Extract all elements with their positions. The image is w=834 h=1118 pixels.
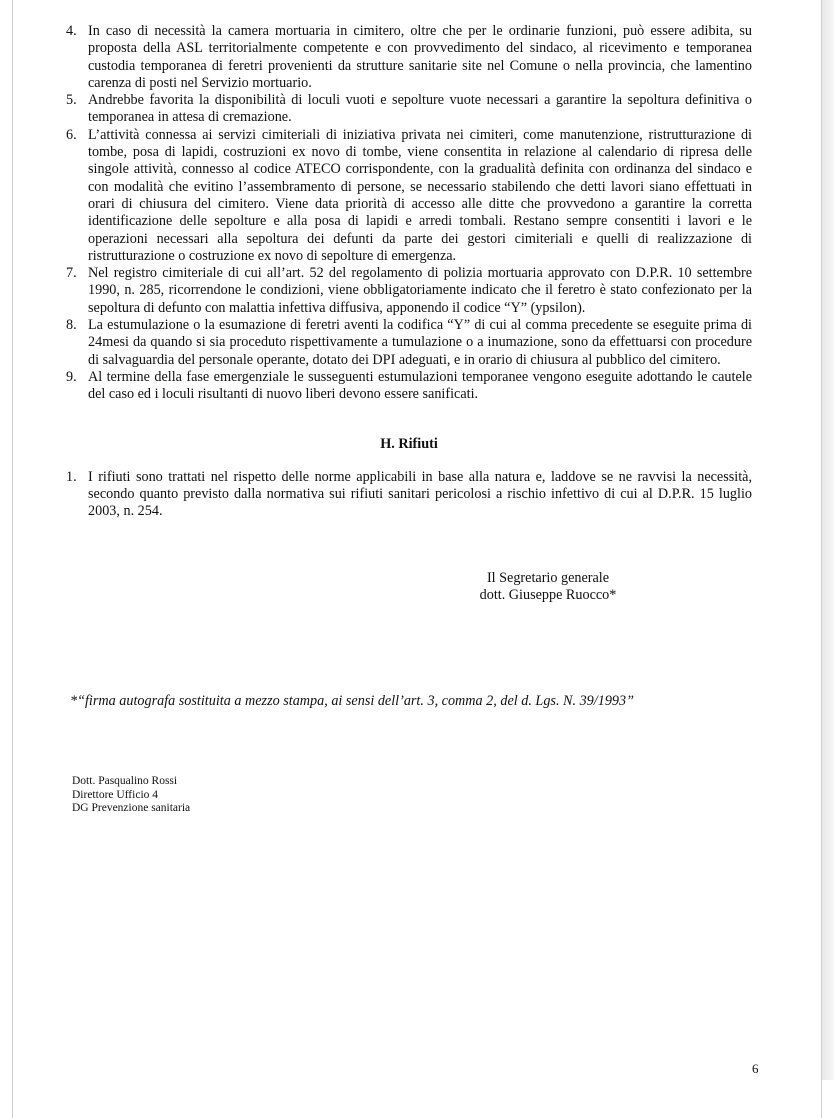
page-number: 6 [752, 1061, 759, 1076]
signatory-name: dott. Giuseppe Ruocco* [479, 587, 617, 604]
signatory-role: Il Segretario generale [486, 570, 610, 586]
section-g-list [66, 23, 752, 404]
item-text: L’attività connessa ai servizi cimiteriali di iniziativa privata nei cimiteri, come manutenzione, ristrutturazione di tombe, posa di lapidi, costruzioni ex novo di tombe, viene consentita in relazione al calendario di ripresa delle singole attività, connesso al codice ATECO corrispondente, con la gradualità definita con ordinanza del sindaco e con modalità che evitino l’assembramento di persone, se necessario stabilendo che detti lavori siano effettuati in orari di chiusura del cimitero. Viene data priorità di accesso alle ditte che provvedono a garantire la corretta identificazione delle sepolture e alla posa di lapidi e arredi tombali. Restano sempre consentiti i lavori e le operazioni necessari alla sepoltura dei defunti da parte dei gestori cimiteriali e quelli di realizzazione di ristrutturazione o costruzione ex novo di sepolture di emergenza. [88, 126, 752, 264]
item-number: 4. [66, 23, 77, 39]
item-number: 8. [66, 317, 77, 334]
list-item [66, 127, 752, 265]
footnote: *“firma autografa sostituita a mezzo stampa, ai sensi dell’art. 3, comma 2, del d. Lgs. N. 39/1993” [70, 693, 634, 709]
list-item [66, 469, 752, 521]
item-text: Andrebbe favorita la disponibilità di loculi vuoti e sepolture vuote necessari a garantire la sepoltura definitiva o temporanea in attesa di cremazione. [88, 92, 752, 126]
list-item [66, 369, 752, 404]
list-item [66, 317, 752, 369]
author-footer [72, 775, 190, 816]
section-h-list [66, 469, 752, 521]
item-text: I rifiuti sono trattati nel rispetto delle norme applicabili in base alla natura e, laddove se ne ravvisi la necessità, secondo quanto previsto dalla normativa sui rifiuti sanitari pericolosi a rischio infettivo di cui al D.P.R. 15 luglio 2003, n. 254. [88, 468, 752, 520]
signature-block [468, 570, 628, 605]
item-text: Nel registro cimiteriale di cui all’art. 52 del regolamento di polizia mortuaria approvato con D.P.R. 10 settembre 1990, n. 285, ricorrendone le condizioni, viene obbligatoriamente indicato che il feretro è stato confezionato per la sepoltura di defunto con malattia infettiva diffusiva, apponendo il codice “Y” (ypsilon). [88, 265, 752, 316]
list-item [66, 265, 752, 317]
viewer-background [822, 0, 834, 1080]
item-number: 7. [66, 265, 77, 282]
item-number: 9. [66, 368, 77, 385]
list-item [66, 23, 752, 92]
document-body [66, 23, 752, 521]
footer-line: Direttore Ufficio 4 [72, 788, 159, 801]
footer-line: DG Prevenzione sanitaria [72, 802, 191, 814]
item-number: 1. [66, 468, 77, 485]
footer-line: Dott. Pasqualino Rossi [72, 775, 178, 787]
item-number: 5. [66, 92, 77, 109]
item-number: 6. [66, 126, 77, 143]
section-heading: H. Rifiuti [380, 435, 438, 452]
item-text: Al termine della fase emergenziale le susseguenti estumulazioni temporanee vengono eseguite adottando le cautele del caso ed i loculi risultanti di nuovo liberi devono essere sanificati. [88, 368, 752, 403]
list-item [66, 92, 752, 127]
item-text: In caso di necessità la camera mortuaria in cimitero, oltre che per le ordinarie funzioni, può essere adibita, su proposta della ASL territorialmente competente e con provvedimento del sindaco, al ricevimento e temporanea custodia temporanea di feretri provenienti da strutture sanitarie site nel Comune o nella provincia, che lamentino carenza di posti nel Servizio mortuario. [88, 23, 752, 91]
item-text: La estumulazione o la esumazione di feretri aventi la codifica “Y” di cui al comma precedente se eseguite prima di 24mesi da quando si sia proceduto rispettivamente a tumulazione o a inumazione, sono da effettuarsi con procedure di salvaguardia del personale operante, dotato dei DPI adeguati, e in orario di chiusura al pubblico del cimitero. [88, 317, 752, 368]
